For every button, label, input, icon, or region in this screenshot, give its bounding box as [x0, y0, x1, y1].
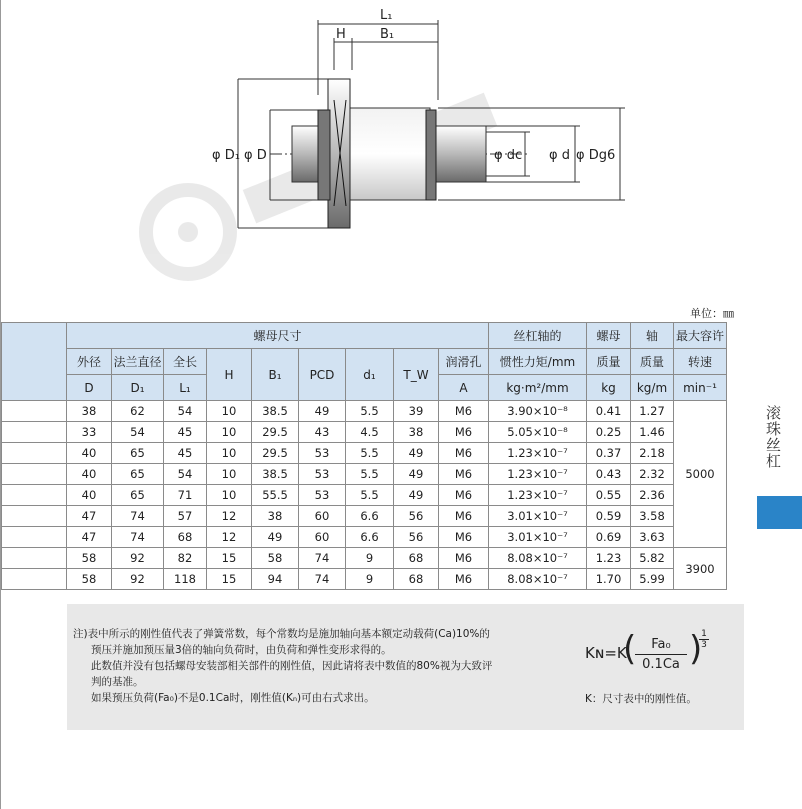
table-cell: 0.25: [587, 422, 631, 443]
table-cell: 10: [207, 443, 252, 464]
table-row: [2, 443, 727, 464]
formula-numerator: Fa₀: [635, 637, 687, 655]
table-cell: 49: [299, 401, 346, 422]
table-cell: 55.5: [252, 485, 299, 506]
header-H: H: [207, 349, 252, 401]
table-cell: 45: [164, 443, 207, 464]
table-cell: 8.08×10⁻⁷: [489, 548, 587, 569]
formula-denominator: 0.1Ca: [642, 657, 680, 672]
label-D: φ D: [244, 148, 267, 163]
formula-close-paren: ): [689, 629, 703, 669]
table-cell: 40: [67, 464, 112, 485]
header-speed-1: 最大容许: [674, 323, 727, 349]
symbol-shaft-mass-unit: kg/m: [631, 375, 674, 401]
symbol-nut-mass-unit: kg: [587, 375, 631, 401]
table-cell: 60: [299, 527, 346, 548]
table-cell: 54: [112, 422, 164, 443]
row-left-blank: [2, 422, 67, 443]
formula-exp-num: 1: [699, 629, 709, 640]
table-cell: 29.5: [252, 422, 299, 443]
table-row: [2, 506, 727, 527]
table-cell: 5.5: [346, 485, 394, 506]
table-cell: M6: [439, 548, 489, 569]
header-nut-dims: 螺母尺寸: [67, 323, 489, 349]
table-cell: 40: [67, 443, 112, 464]
header-PCD: PCD: [299, 349, 346, 401]
header-length: 全长: [164, 349, 207, 375]
symbol-A: A: [439, 375, 489, 401]
table-cell: 74: [112, 506, 164, 527]
table-cell: 56: [394, 527, 439, 548]
table-cell: 1.23×10⁻⁷: [489, 443, 587, 464]
header-nut-mass-2: 质量: [587, 349, 631, 375]
label-dc: φ dc: [494, 148, 523, 163]
table-cell: 5.05×10⁻⁸: [489, 422, 587, 443]
table-cell: 47: [67, 527, 112, 548]
note-line-3: 此数值并没有包括螺母安装部相关部件的刚性值，因此请将表中数值的80%视为大致评: [91, 660, 493, 672]
table-cell: 39: [394, 401, 439, 422]
symbol-D1: D₁: [112, 375, 164, 401]
table-cell: M6: [439, 527, 489, 548]
row-left-blank: [2, 506, 67, 527]
table-cell: 71: [164, 485, 207, 506]
table-cell: 10: [207, 464, 252, 485]
label-B1: B₁: [380, 27, 395, 42]
row-left-blank: [2, 569, 67, 590]
table-cell: 62: [112, 401, 164, 422]
table-cell: 45: [164, 422, 207, 443]
table-cell: 53: [299, 443, 346, 464]
header-inertia-2: 惯性力矩/mm: [489, 349, 587, 375]
header-Tw: T_W: [394, 349, 439, 401]
table-cell: 9: [346, 569, 394, 590]
row-left-blank: [2, 527, 67, 548]
table-row: [2, 569, 727, 590]
table-cell: 6.6: [346, 506, 394, 527]
table-row: [2, 527, 727, 548]
table-cell: 3.58: [631, 506, 674, 527]
row-left-blank: [2, 485, 67, 506]
table-cell: 60: [299, 506, 346, 527]
symbol-speed-unit: min⁻¹: [674, 375, 727, 401]
nut-flange: [328, 79, 350, 228]
table-cell: 0.55: [587, 485, 631, 506]
table-cell: 3.01×10⁻⁷: [489, 527, 587, 548]
table-cell: 74: [299, 569, 346, 590]
table-cell: 10: [207, 401, 252, 422]
table-cell: 49: [394, 485, 439, 506]
table-cell: 12: [207, 527, 252, 548]
shaft-left: [292, 126, 320, 182]
header-shaft-mass-1: 轴: [631, 323, 674, 349]
formula-open-paren: (: [623, 629, 637, 669]
formula-lhs: Kɴ=K: [585, 644, 627, 662]
formula-k-note: K：尺寸表中的刚性值。: [585, 693, 697, 705]
formula-fraction: [635, 637, 687, 672]
table-cell: 49: [252, 527, 299, 548]
table-cell: 3.01×10⁻⁷: [489, 506, 587, 527]
table-cell: M6: [439, 569, 489, 590]
table-cell: M6: [439, 506, 489, 527]
table-cell: 3.63: [631, 527, 674, 548]
table-cell: 2.36: [631, 485, 674, 506]
table-cell: 4.5: [346, 422, 394, 443]
table-cell: 92: [112, 548, 164, 569]
table-row: [2, 464, 727, 485]
spec-table: [1, 322, 727, 590]
table-cell: M6: [439, 464, 489, 485]
header-B1: B₁: [252, 349, 299, 401]
table-cell: 1.27: [631, 401, 674, 422]
table-cell: 5.99: [631, 569, 674, 590]
unit-label: 单位：㎜: [690, 307, 734, 320]
row-left-blank: [2, 443, 67, 464]
table-cell: 38: [252, 506, 299, 527]
table-cell: 65: [112, 464, 164, 485]
table-cell: 38: [67, 401, 112, 422]
symbol-D: D: [67, 375, 112, 401]
table-cell: 12: [207, 506, 252, 527]
label-d: φ d: [549, 148, 570, 163]
table-cell: 68: [394, 548, 439, 569]
table-cell: 65: [112, 443, 164, 464]
header-outer-dia: 外径: [67, 349, 112, 375]
row-left-blank: [2, 401, 67, 422]
spec-table-body: [2, 401, 727, 590]
table-cell: 49: [394, 464, 439, 485]
header-flange-dia: 法兰直径: [112, 349, 164, 375]
table-cell: M6: [439, 401, 489, 422]
symbol-L1: L₁: [164, 375, 207, 401]
row-left-blank: [2, 548, 67, 569]
table-cell: 6.6: [346, 527, 394, 548]
note-line-1: 注)表中所示的刚性值代表了弹簧常数，每个常数均是施加轴向基本额定动载荷(Ca)10%的: [73, 628, 490, 640]
table-cell: 53: [299, 485, 346, 506]
table-cell: 58: [67, 548, 112, 569]
table-cell: 8.08×10⁻⁷: [489, 569, 587, 590]
table-cell: 68: [394, 569, 439, 590]
table-cell: 118: [164, 569, 207, 590]
label-Dg6: φ Dg6: [576, 148, 616, 163]
note-line-4: 判的基准。: [91, 676, 144, 688]
table-row: [2, 401, 727, 422]
header-blank: [2, 323, 67, 401]
table-cell: 2.18: [631, 443, 674, 464]
table-cell: M6: [439, 443, 489, 464]
table-cell: 56: [394, 506, 439, 527]
table-cell: 58: [252, 548, 299, 569]
table-cell: 15: [207, 548, 252, 569]
table-cell: M6: [439, 485, 489, 506]
table-cell: 1.23×10⁻⁷: [489, 485, 587, 506]
table-cell: 68: [164, 527, 207, 548]
row-left-blank: [2, 464, 67, 485]
header-nut-mass-1: 螺母: [587, 323, 631, 349]
table-cell: 3.90×10⁻⁸: [489, 401, 587, 422]
table-cell: 43: [299, 422, 346, 443]
table-cell: 38: [394, 422, 439, 443]
header-d1: d₁: [346, 349, 394, 401]
note-line-5: 如果预压负荷(Fa₀)不是0.1Ca时，刚性值(Kₙ)可由右式求出。: [91, 692, 375, 704]
header-lube: 润滑孔: [439, 349, 489, 375]
speed-cell-5000: 5000: [674, 401, 727, 548]
label-L1: L₁: [380, 8, 393, 23]
table-cell: 54: [164, 401, 207, 422]
ball-screw-drawing: [0, 0, 802, 300]
table-cell: 38.5: [252, 464, 299, 485]
table-cell: 1.46: [631, 422, 674, 443]
table-cell: 40: [67, 485, 112, 506]
label-D1: φ D₁: [212, 148, 240, 163]
table-cell: 57: [164, 506, 207, 527]
table-cell: 0.59: [587, 506, 631, 527]
side-tab-label: 滚珠丝杠: [764, 405, 782, 469]
table-cell: 33: [67, 422, 112, 443]
table-cell: 10: [207, 422, 252, 443]
label-H: H: [336, 27, 346, 42]
table-row: [2, 485, 727, 506]
table-cell: 2.32: [631, 464, 674, 485]
table-cell: 92: [112, 569, 164, 590]
table-row: [2, 548, 727, 569]
table-cell: 65: [112, 485, 164, 506]
table-cell: 29.5: [252, 443, 299, 464]
table-cell: 5.5: [346, 464, 394, 485]
table-cell: 0.69: [587, 527, 631, 548]
table-cell: 0.43: [587, 464, 631, 485]
table-cell: 47: [67, 506, 112, 527]
table-cell: 38.5: [252, 401, 299, 422]
shaft-right: [436, 126, 486, 182]
header-speed-2: 转速: [674, 349, 727, 375]
table-cell: 10: [207, 485, 252, 506]
table-cell: 9: [346, 548, 394, 569]
header-inertia-1: 丝杠轴的: [489, 323, 587, 349]
table-cell: 5.5: [346, 443, 394, 464]
side-tab-block: [757, 496, 802, 529]
table-cell: 0.37: [587, 443, 631, 464]
table-cell: 74: [299, 548, 346, 569]
table-cell: M6: [439, 422, 489, 443]
table-cell: 5.82: [631, 548, 674, 569]
formula-exp-den: 3: [701, 640, 707, 650]
table-cell: 1.23: [587, 548, 631, 569]
header-shaft-mass-2: 质量: [631, 349, 674, 375]
table-cell: 5.5: [346, 401, 394, 422]
formula-exponent: [699, 629, 709, 650]
table-cell: 94: [252, 569, 299, 590]
table-cell: 53: [299, 464, 346, 485]
speed-cell-3900: 3900: [674, 548, 727, 590]
table-cell: 0.41: [587, 401, 631, 422]
nut-body: [346, 108, 430, 200]
table-cell: 82: [164, 548, 207, 569]
table-cell: 74: [112, 527, 164, 548]
note-line-2: 预压并施加预压量3倍的轴向负荷时，由负荷和弹性变形求得的。: [91, 644, 392, 656]
table-cell: 15: [207, 569, 252, 590]
table-cell: 1.70: [587, 569, 631, 590]
table-cell: 58: [67, 569, 112, 590]
symbol-inertia-unit: kg·m²/mm: [489, 375, 587, 401]
table-row: [2, 422, 727, 443]
table-cell: 54: [164, 464, 207, 485]
table-cell: 49: [394, 443, 439, 464]
table-cell: 1.23×10⁻⁷: [489, 464, 587, 485]
